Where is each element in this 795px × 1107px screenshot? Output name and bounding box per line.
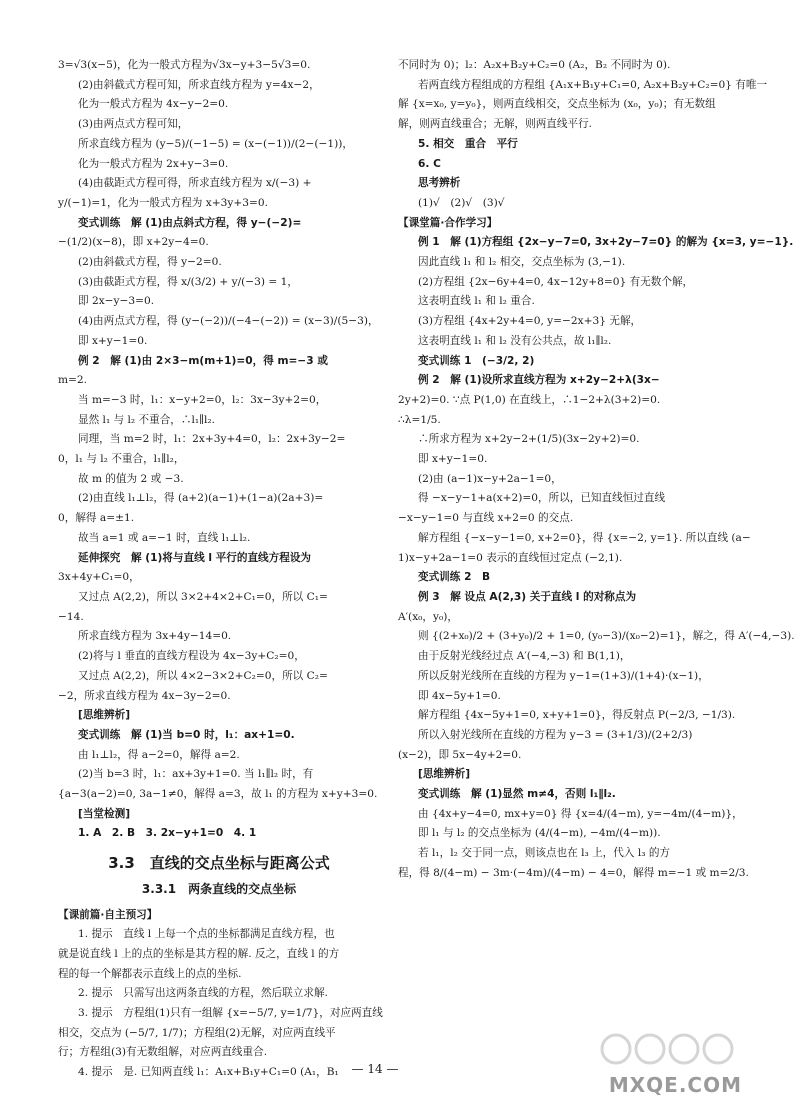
text-line: (3)方程组 {4x+2y+4=0, y=−2x+3} 无解，: [418, 315, 642, 328]
text-line: 就是说直线 l 上的点的坐标是其方程的解. 反之，直线 l 的方: [58, 947, 340, 960]
text-line: 显然 l₁ 与 l₂ 不重合，∴l₁∥l₂.: [78, 413, 216, 426]
text-line: (2)由 (a−1)x−y+2a−1=0，: [418, 472, 562, 485]
extension-heading: 延伸探究 解 (1)将与直线 l 平行的直线方程设为: [78, 551, 312, 564]
text-line: 若两直线方程组成的方程组 {A₁x+B₁y+C₁=0, A₂x+B₂y+C₂=0} 有唯一: [418, 78, 768, 91]
class-heading: 【课堂篇·合作学习】: [398, 216, 498, 229]
text-line: 程的每一个解都表示直线上的点的坐标.: [58, 967, 242, 980]
text-line: 又过点 A(2,2)，所以 4×2−3×2+C₂=0，所以 C₂=: [78, 669, 328, 682]
text-line: 即 x+y−1=0.: [418, 453, 488, 466]
text-line: (2)当 b=3 时，l₁：ax+3y+1=0. 当 l₁∥l₂ 时，有: [78, 768, 314, 781]
text-line: 所求直线方程为 (y−5)/(−1−5) = (x−(−1))/(2−(−1))，: [78, 137, 353, 150]
text-line: 即 2x−y−3=0.: [78, 295, 155, 308]
text-line: −(1/2)(x−8)，即 x+2y−4=0.: [58, 236, 209, 249]
text-line: 2y+2)=0. ∵点 P(1,0) 在直线上，∴1−2+λ(3+2)=0.: [398, 393, 661, 406]
text-line: (4)由截距式方程可得，所求直线方程为 x/(−3) +: [78, 177, 312, 190]
text-line: 即 l₁ 与 l₂ 的交点坐标为 (4/(4−m), −4m/(4−m)).: [418, 827, 661, 840]
text-line: (2)由斜截式方程可知，所求直线方程为 y=4x−2，: [78, 78, 320, 91]
text-line: 0，l₁ 与 l₂ 不重合，l₁∥l₂，: [58, 453, 185, 466]
text-line: 同理，当 m=2 时，l₁：2x+3y+4=0，l₂：2x+3y−2=: [78, 433, 346, 446]
text-line: 3=√3(x−5)，化为一般式方程为√3x−y+3−5√3=0.: [58, 59, 311, 71]
text-line: 不同时为 0)；l₂：A₂x+B₂y+C₂=0 (A₂，B₂ 不同时为 0).: [398, 59, 671, 71]
example-heading: 例 2 解 (1)设所求直线方程为 x+2y−2+λ(3x−: [418, 374, 660, 387]
text-line: 由 l₁⊥l₂，得 a−2=0，解得 a=2.: [78, 748, 240, 761]
text-line: 若 l₁，l₂ 交于同一点，则该点也在 l₃ 上，代入 l₃ 的方: [418, 847, 671, 860]
text-line: 解，则两直线重合；无解，则两直线平行.: [398, 118, 593, 131]
text-line: −14.: [58, 610, 84, 623]
preview-heading: 【课前篇·自主预习】: [58, 908, 158, 921]
text-line: y/(−1)=1，化为一般式方程为 x+3y+3=0.: [58, 196, 268, 209]
text-line: 化为一般式方程为 2x+y−3=0.: [78, 157, 229, 170]
thinking-check-heading: 思考辨析: [418, 177, 461, 190]
right-column: [398, 56, 795, 884]
text-line: 0，解得 a=±1.: [58, 512, 135, 525]
text-line: 2. 提示 只需写出这两条直线的方程，然后联立求解.: [78, 987, 328, 1000]
subsection-title: 3.3.1 两条直线的交点坐标: [141, 881, 297, 896]
text-line: 1)x−y+2a−1=0 表示的直线恒过定点 (−2,1).: [398, 551, 623, 564]
text-line: 程，得 8/(4−m) − 3m·(−4m)/(4−m) − 4=0，解得 m=−1 或 m=2/3.: [398, 866, 749, 879]
text-line: A′(x₀，y₀)，: [398, 610, 458, 623]
text-line: 行；方程组(3)有无数组解，对应两直线重合.: [58, 1046, 268, 1059]
text-line: (2)将与 l 垂直的直线方程设为 4x−3y+C₂=0，: [78, 650, 305, 663]
thinking-analysis-heading: [思维辨析]: [418, 768, 471, 781]
text-line: −x−y−1=0 与直线 x+2=0 的交点.: [398, 512, 574, 525]
classroom-check-heading: [当堂检测]: [78, 807, 131, 820]
text-line: 所求直线方程为 3x+4y−14=0.: [78, 630, 232, 643]
example-heading: 例 2 解 (1)由 2×3−m(m+1)=0，得 m=−3 或: [78, 354, 328, 367]
text-line: 故当 a=1 或 a=−1 时，直线 l₁⊥l₂.: [78, 531, 251, 544]
text-line: 这表明直线 l₁ 和 l₂ 没有公共点，故 l₁∥l₂.: [418, 334, 612, 347]
text-line: ∴所求方程为 x+2y−2+(1/5)(3x−2y+2)=0.: [418, 433, 640, 446]
text-line: 因此直线 l₁ 和 l₂ 相交，交点坐标为 (3,−1).: [418, 256, 626, 269]
text-line: (2)方程组 {2x−6y+4=0, 4x−12y+8=0} 有无数个解，: [418, 275, 694, 288]
text-line: (x−2)，即 5x−4y+2=0.: [398, 748, 522, 761]
example-heading: 例 1 解 (1)方程组 {2x−y−7=0, 3x+2y−7=0} 的解为 {x=3, y=−1}.: [418, 236, 794, 249]
text-line: 故 m 的值为 2 或 −3.: [78, 472, 184, 485]
text-line: 1. 提示 直线 l 上每一个点的坐标都满足直线方程，也: [78, 928, 335, 941]
text-line: 由 {4x+y−4=0, mx+y=0} 得 {x=4/(4−m), y=−4m/(4−m)}，: [418, 807, 743, 820]
text-line: 由于反射光线经过点 A′(−4,−3) 和 B(1,1)，: [418, 650, 631, 663]
page-number: — 14 —: [351, 1062, 399, 1076]
text-line: 这表明直线 l₁ 和 l₂ 重合.: [418, 295, 535, 308]
text-line: 所以入射光线所在直线的方程为 y−3 = (3+1/3)/(2+2/3): [418, 728, 693, 741]
text-line: (3)由两点式方程可知，: [78, 118, 189, 131]
text-line: 化为一般式方程为 4x−y−2=0.: [78, 98, 229, 111]
thinking-analysis-heading: [思维辨析]: [78, 709, 131, 722]
text-line: 解方程组 {4x−5y+1=0, x+y+1=0}，得反射点 P(−2/3, −1/3).: [418, 709, 736, 722]
text-line: 5. 相交 重合 平行: [418, 137, 518, 150]
text-line: 所以反射光线所在直线的方程为 y−1=(1+3)/(1+4)·(x−1)，: [418, 669, 709, 682]
text-line: 4. 提示 是. 已知两直线 l₁：A₁x+B₁y+C₁=0 (A₁，B₁: [78, 1066, 339, 1079]
text-line: m=2.: [58, 374, 88, 387]
text-line: (1)√ (2)√ (3)√: [418, 196, 505, 209]
section-title: 3.3 直线的交点坐标与距离公式: [108, 854, 330, 873]
text-line: (2)由直线 l₁⊥l₂，得 (a+2)(a−1)+(1−a)(2a+3)=: [78, 492, 324, 505]
text-line: (4)由两点式方程，得 (y−(−2))/(−4−(−2)) = (x−3)/(5−3)，: [78, 315, 379, 328]
text-line: 即 4x−5y+1=0.: [418, 689, 501, 702]
text-line: 则 {(2+x₀)/2 + (3+y₀)/2 + 1=0, (y₀−3)/(x₀−2)=1}，解之，得 A′(−4,−3).: [418, 630, 795, 643]
answers-line: 1. A 2. B 3. 2x−y+1=0 4. 1: [78, 827, 257, 840]
variant-training-label: 变式训练 解 (1)显然 m≠4，否则 l₁∥l₂.: [418, 788, 616, 801]
watermark-text: MXQE.COM: [608, 1073, 742, 1097]
variant-training-label: 变式训练 2 B: [418, 571, 491, 584]
text-line: {a−3(a−2)=0, 3a−1≠0，解得 a=3，故 l₁ 的方程为 x+y+3=0.: [58, 788, 378, 801]
text-line: (3)由截距式方程，得 x/(3/2) + y/(−3) = 1，: [78, 275, 298, 288]
text-line: 解 {x=x₀, y=y₀}，则两直线相交，交点坐标为 (x₀，y₀)；有无数组: [398, 98, 716, 111]
variant-training-label: 变式训练 1 (−3/2, 2): [418, 354, 535, 367]
text-line: 相交，交点为 (−5/7, 1/7)；方程组(2)无解，对应两直线平: [58, 1026, 336, 1039]
example-heading: 例 3 解 设点 A(2,3) 关于直线 l 的对称点为: [418, 590, 637, 603]
left-column: [58, 56, 383, 1083]
text-line: 6. C: [418, 157, 441, 170]
text-line: 当 m=−3 时，l₁：x−y+2=0，l₂：3x−3y+2=0，: [78, 393, 327, 406]
text-line: ∴λ=1/5.: [398, 413, 441, 426]
text-line: 即 x+y−1=0.: [78, 334, 148, 347]
text-line: 3x+4y+C₁=0，: [58, 571, 140, 584]
text-line: 又过点 A(2,2)，所以 3×2+4×2+C₁=0，所以 C₁=: [78, 590, 328, 603]
variant-training-label: 变式训练 解 (1)当 b=0 时，l₁：ax+1=0.: [78, 728, 295, 741]
text-line: (2)由斜截式方程，得 y−2=0.: [78, 256, 222, 269]
text-line: 解方程组 {−x−y−1=0, x+2=0}，得 {x=−2, y=1}. 所以直线 (a−: [418, 531, 751, 544]
text-line: 3. 提示 方程组(1)只有一组解 {x=−5/7, y=1/7}，对应两直线: [78, 1007, 383, 1020]
text-line: −2，所求直线方程为 4x−3y−2=0.: [58, 689, 231, 702]
text-line: 得 −x−y−1+a(x+2)=0，所以，已知直线恒过直线: [418, 492, 666, 505]
variant-training-label: 变式训练 解 (1)由点斜式方程，得 y−(−2)=: [78, 216, 302, 229]
